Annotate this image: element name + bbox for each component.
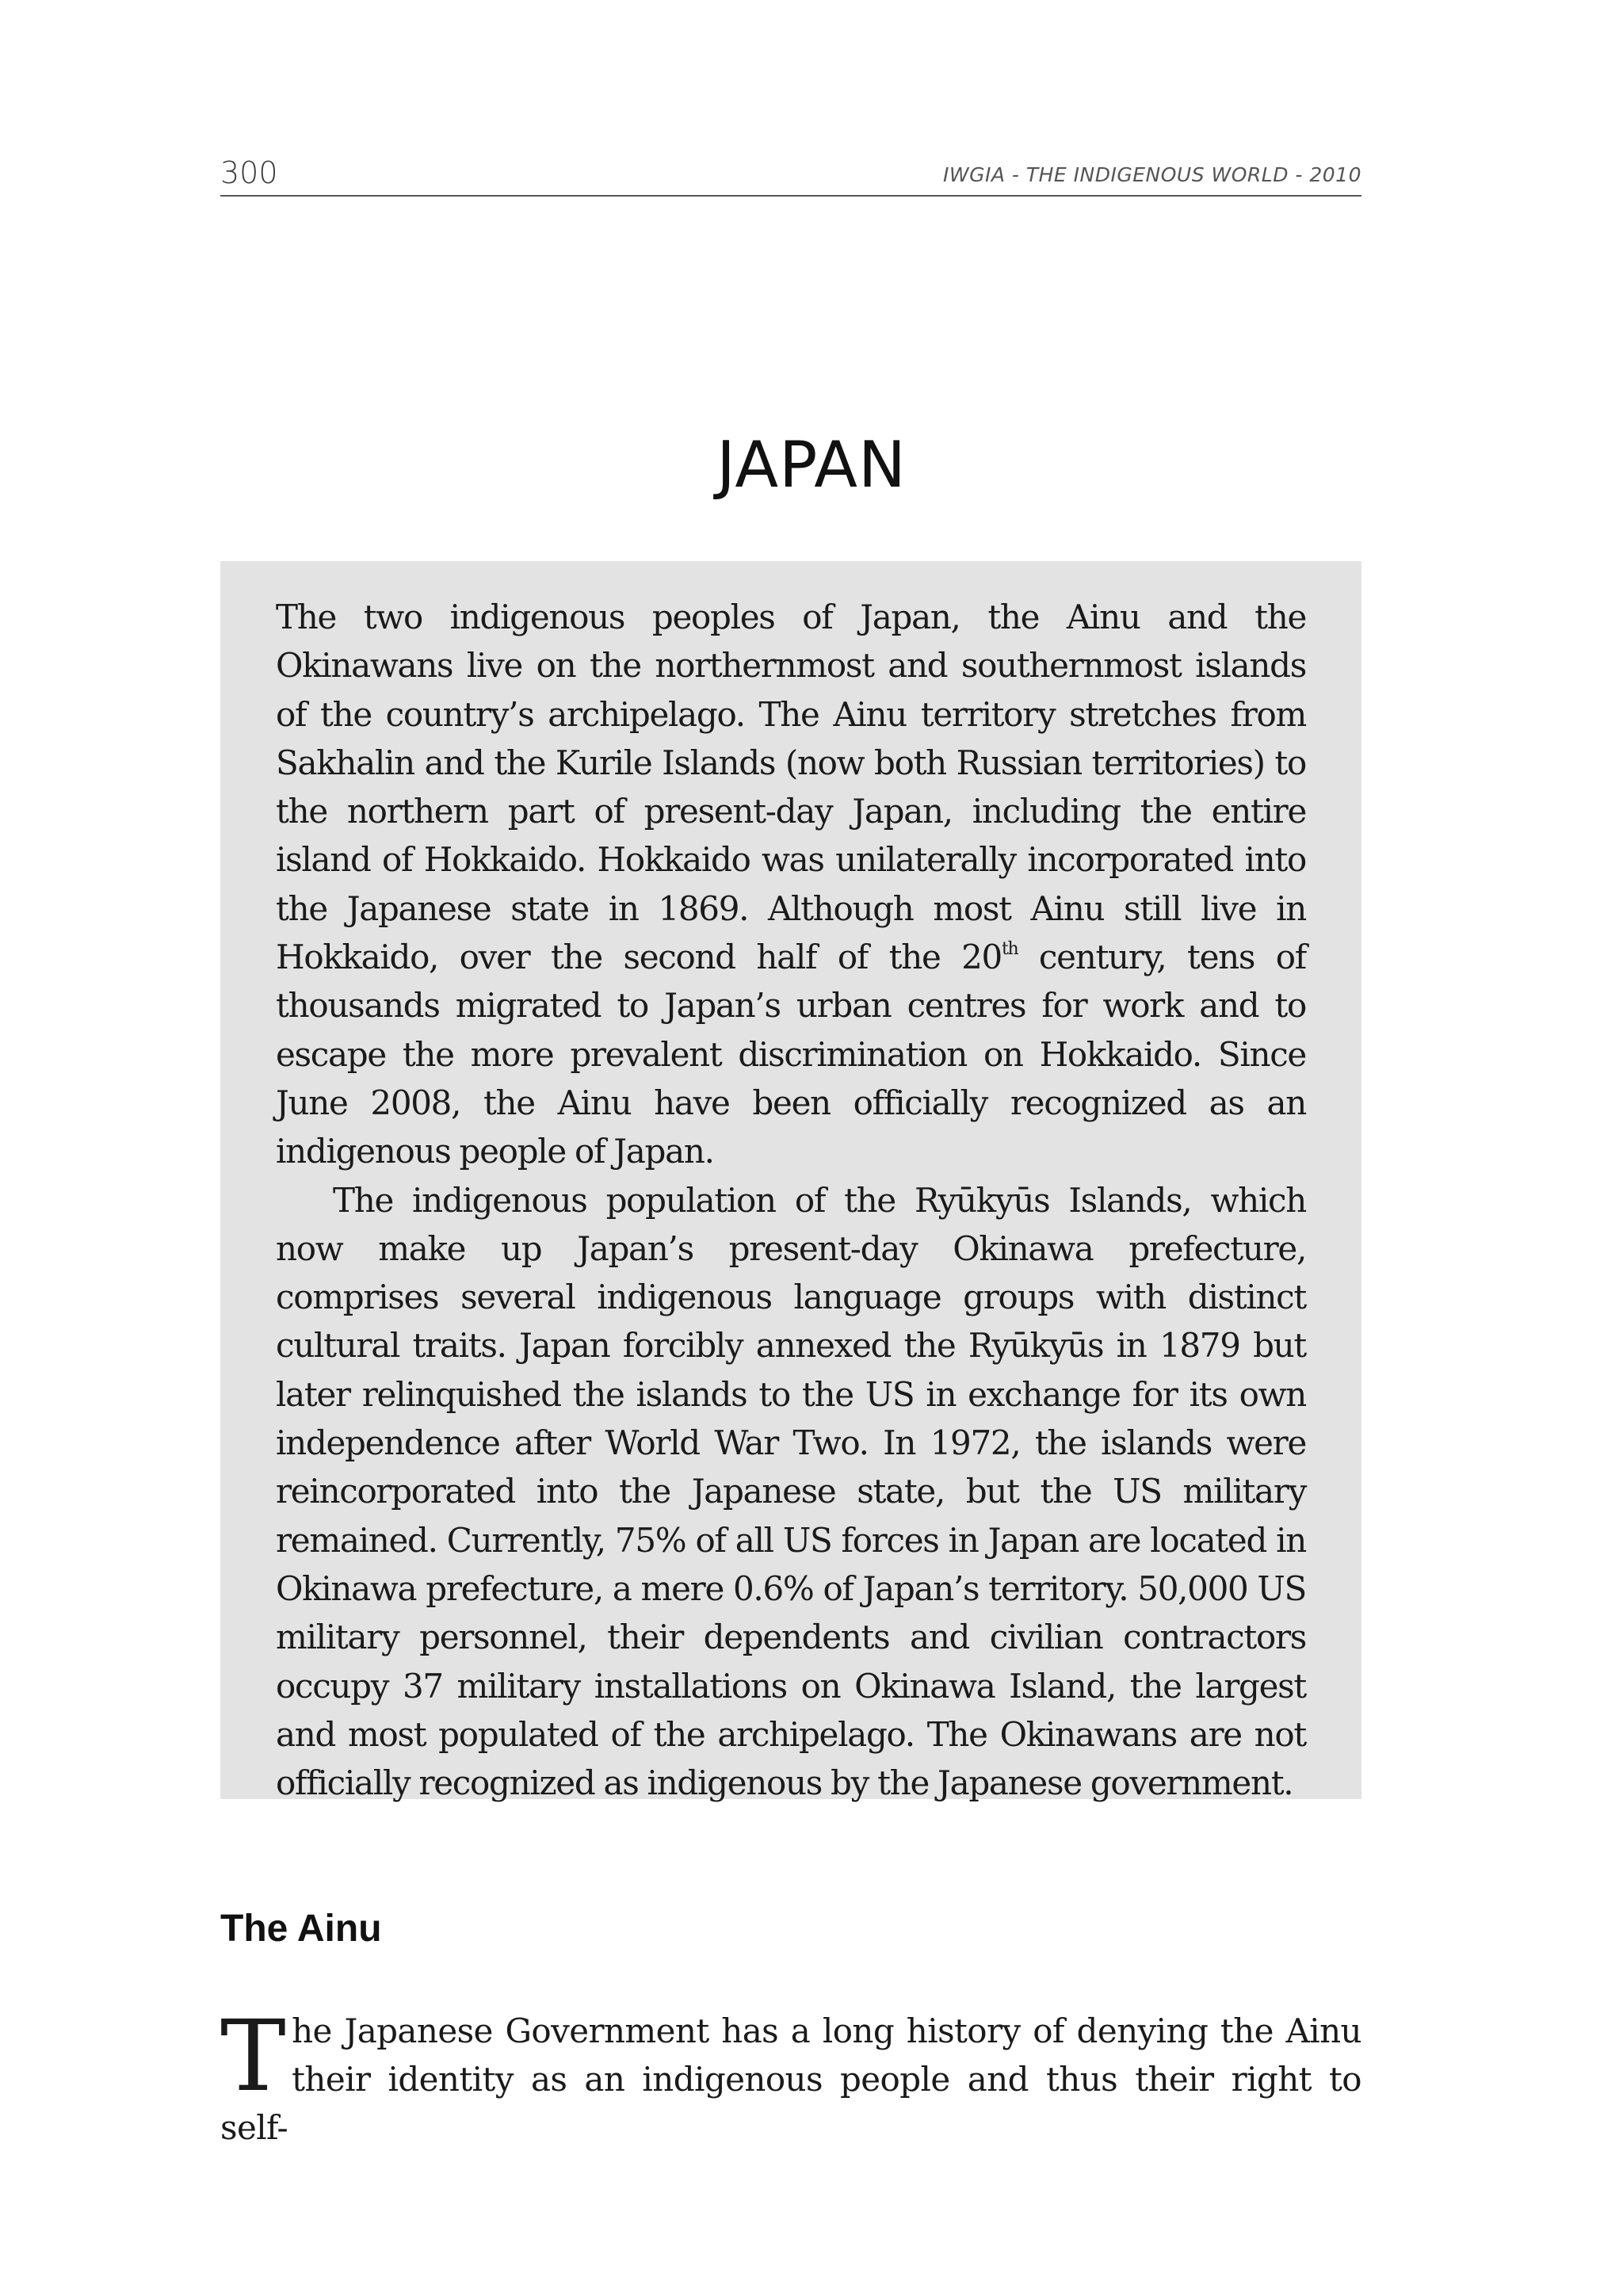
section-body-text-content: he Japanese Government has a long history of denying the Ainu their identity as an indigenous people and thus their right to self- xyxy=(220,2011,1361,2147)
ordinal-suffix: th xyxy=(1001,939,1018,960)
running-title: IWGIA - THE INDIGENOUS WORLD - 2010 xyxy=(942,163,1361,186)
section-heading: The Ainu xyxy=(220,1908,382,1950)
section-body-text xyxy=(220,2000,1361,2152)
intro-paragraph-ainu-part2: century, tens of thousands migrated to Japan’s urban centres for work and to escape the more prevalent discrimination on Hokkaido. Since June 2008, the Ainu have been officially recognized as an indigenous people of Japan. xyxy=(276,938,1306,1171)
intro-paragraph-okinawa: The indigenous population of the Ryūkyūs Islands, which now make up Japan’s present-day Okinawa prefecture, comprises several indigenous language groups with distinct cultural traits. Japan forcibly annexed the Ryūkyūs in 1879 but later relinquished the islands to the US in exchange for its own independence after World War Two. In 1972, the islands were reincorporated into the Japanese state, but the US military remained. Currently, 75% of all US forces in Japan are located in Okinawa prefecture, a mere 0.6% of Japan’s territory. 50,000 US military personnel, their dependents and civilian contractors occupy 37 military installations on Okinawa Island, the largest and most populated of the archipelago. The Okinawans are not officially recognized as indigenous by the Japanese government. xyxy=(276,1180,1306,1803)
page-number: 300 xyxy=(220,155,278,190)
intro-summary-text xyxy=(276,593,1306,1807)
chapter-title: JAPAN xyxy=(716,428,907,502)
running-header xyxy=(220,151,1361,197)
intro-paragraph-ainu-part1: The two indigenous peoples of Japan, the Ainu and the Okinawans live on the northernmost and southernmost islands of the country’s archipelago. The Ainu territory stretches from Sakhalin and the Kurile Islands (now both Russian territories) to the northern part of present-day Japan, including the entire island of Hokkaido. Hokkaido was unilaterally incorporated into the Japanese state in 1869. Although most Ainu still live in Hokkaido, over the second half of the 20 xyxy=(276,598,1306,977)
intro-paragraph-ainu xyxy=(276,593,1306,1176)
intro-summary-box xyxy=(220,561,1361,1803)
drop-cap: T xyxy=(220,2000,286,2114)
